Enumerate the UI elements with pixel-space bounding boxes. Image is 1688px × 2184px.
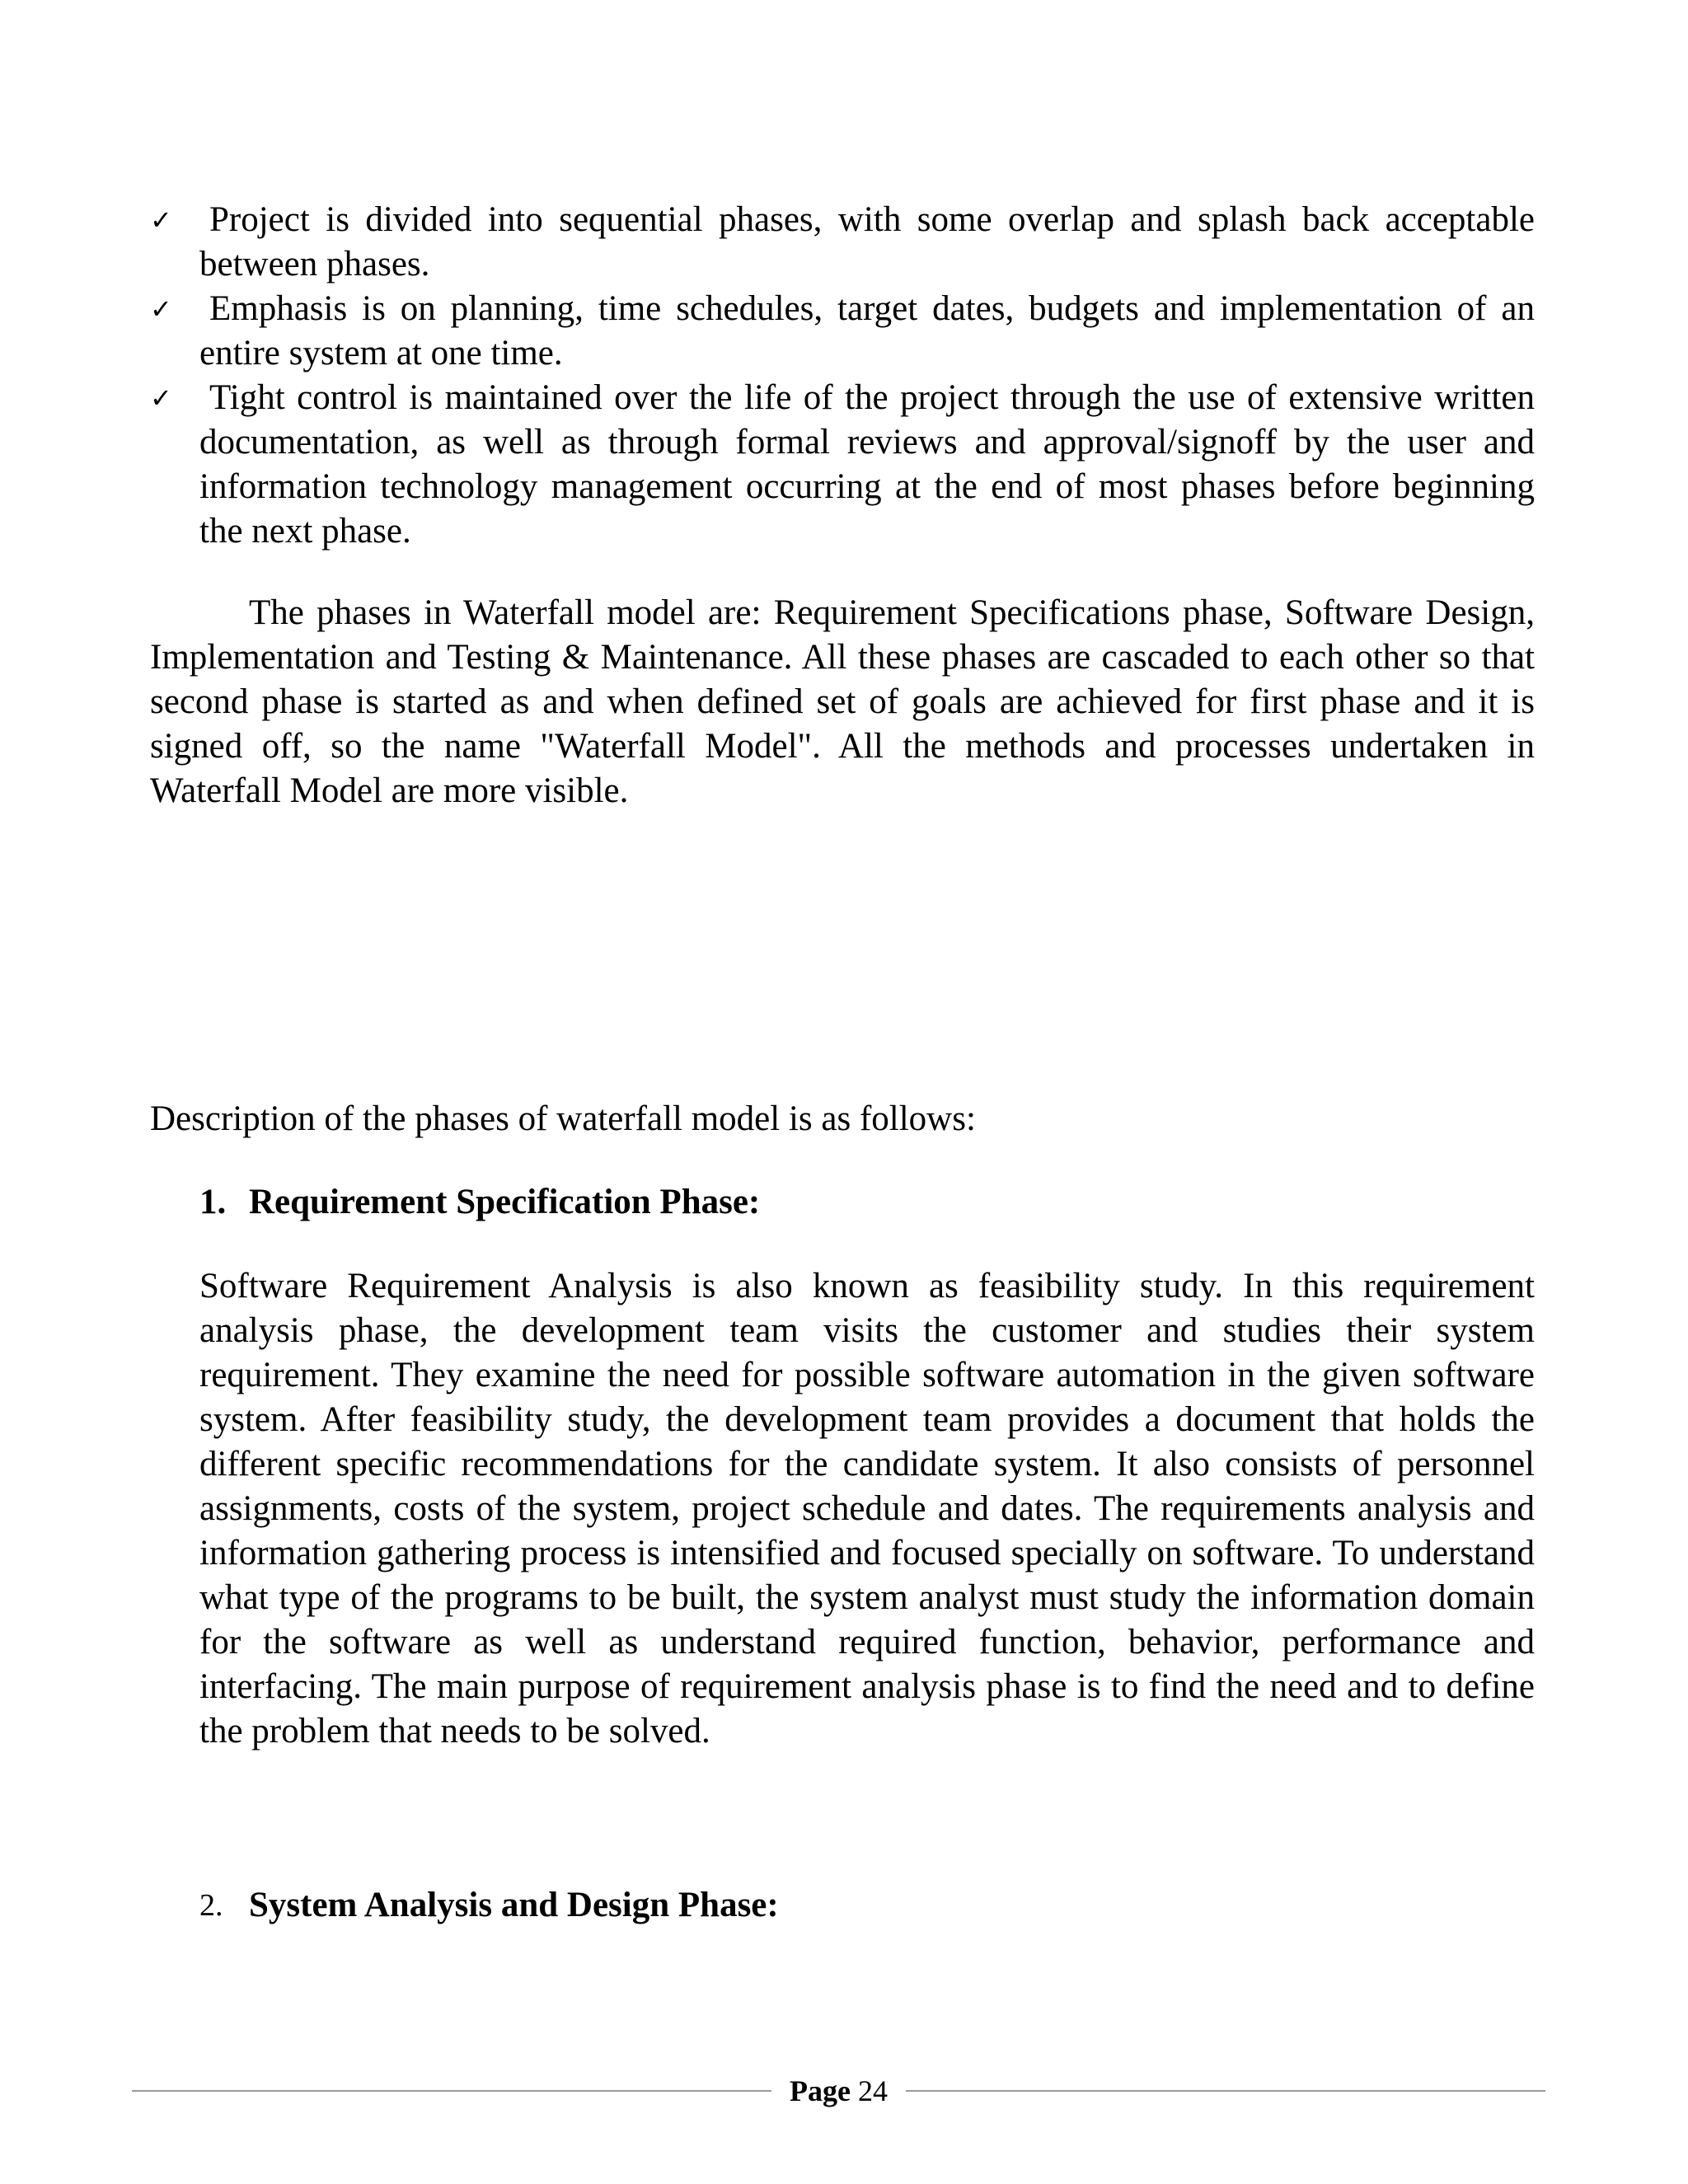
description-line: Description of the phases of waterfall model is as follows: (150, 1099, 976, 1138)
checkmark-icon: ✓ (150, 204, 172, 236)
bullet-item (150, 198, 1535, 287)
checkmark-icon: ✓ (150, 382, 172, 414)
footer-rule-right (906, 2090, 1545, 2092)
page-footer (132, 2069, 1545, 2113)
section-heading-system-analysis (199, 1883, 779, 1928)
waterfall-intro-paragraph: The phases in Waterfall model are: Requirement Specifications phase, Software Design, Implementation and Testing & Maintenance. All these phases are cascaded to each other so that second phase is started as and when defined set of goals are achieved for first phase and it is signed off, so the name "Waterfall Model". All the methods and processes undertaken in Waterfall Model are more visible. (150, 593, 1535, 810)
page-label: Page (790, 2074, 851, 2107)
bullet-item (150, 287, 1535, 376)
bullet-item (150, 376, 1535, 554)
section-heading-requirement (199, 1180, 760, 1225)
bullet-text: Emphasis is on planning, time schedules, target dates, budgets and implementation of an entire system at one time. (199, 289, 1535, 373)
section-title: Requirement Specification Phase: (249, 1183, 761, 1221)
feature-bullet-list (150, 198, 1535, 554)
checkmark-icon: ✓ (150, 293, 172, 325)
page-number-value: 24 (857, 2074, 888, 2107)
bullet-text: Project is divided into sequential phases, with some overlap and splash back acceptable between phases. (199, 200, 1535, 284)
bullet-text: Tight control is maintained over the life of the project through the use of extensive written documentation, as well as through formal reviews and approval/signoff by the user and information technology management occurring at the end of most phases before beginning the next phase. (199, 378, 1535, 551)
section-number: 1. (199, 1183, 227, 1221)
section-title: System Analysis and Design Phase: (249, 1886, 779, 1924)
page-number (771, 2074, 906, 2108)
section-number: 2. (199, 1888, 223, 1923)
footer-rule-left (132, 2090, 771, 2092)
requirement-phase-paragraph: Software Requirement Analysis is also known as feasibility study. In this requirement analysis phase, the development team visits the customer and studies their system requirement. They examine the need for possible software automation in the given software system. After feasibility study, the development team provides a document that holds the different specific recommendations for the candidate system. It also consists of personnel assignments, costs of the system, project schedule and dates. The requirements analysis and information gathering process is intensified and focused specially on software. To understand what type of the programs to be built, the system analyst must study the information domain for the software as well as understand required function, behavior, performance and interfacing. The main purpose of requirement analysis phase is to find the need and to define the problem that needs to be solved. (199, 1267, 1535, 1750)
